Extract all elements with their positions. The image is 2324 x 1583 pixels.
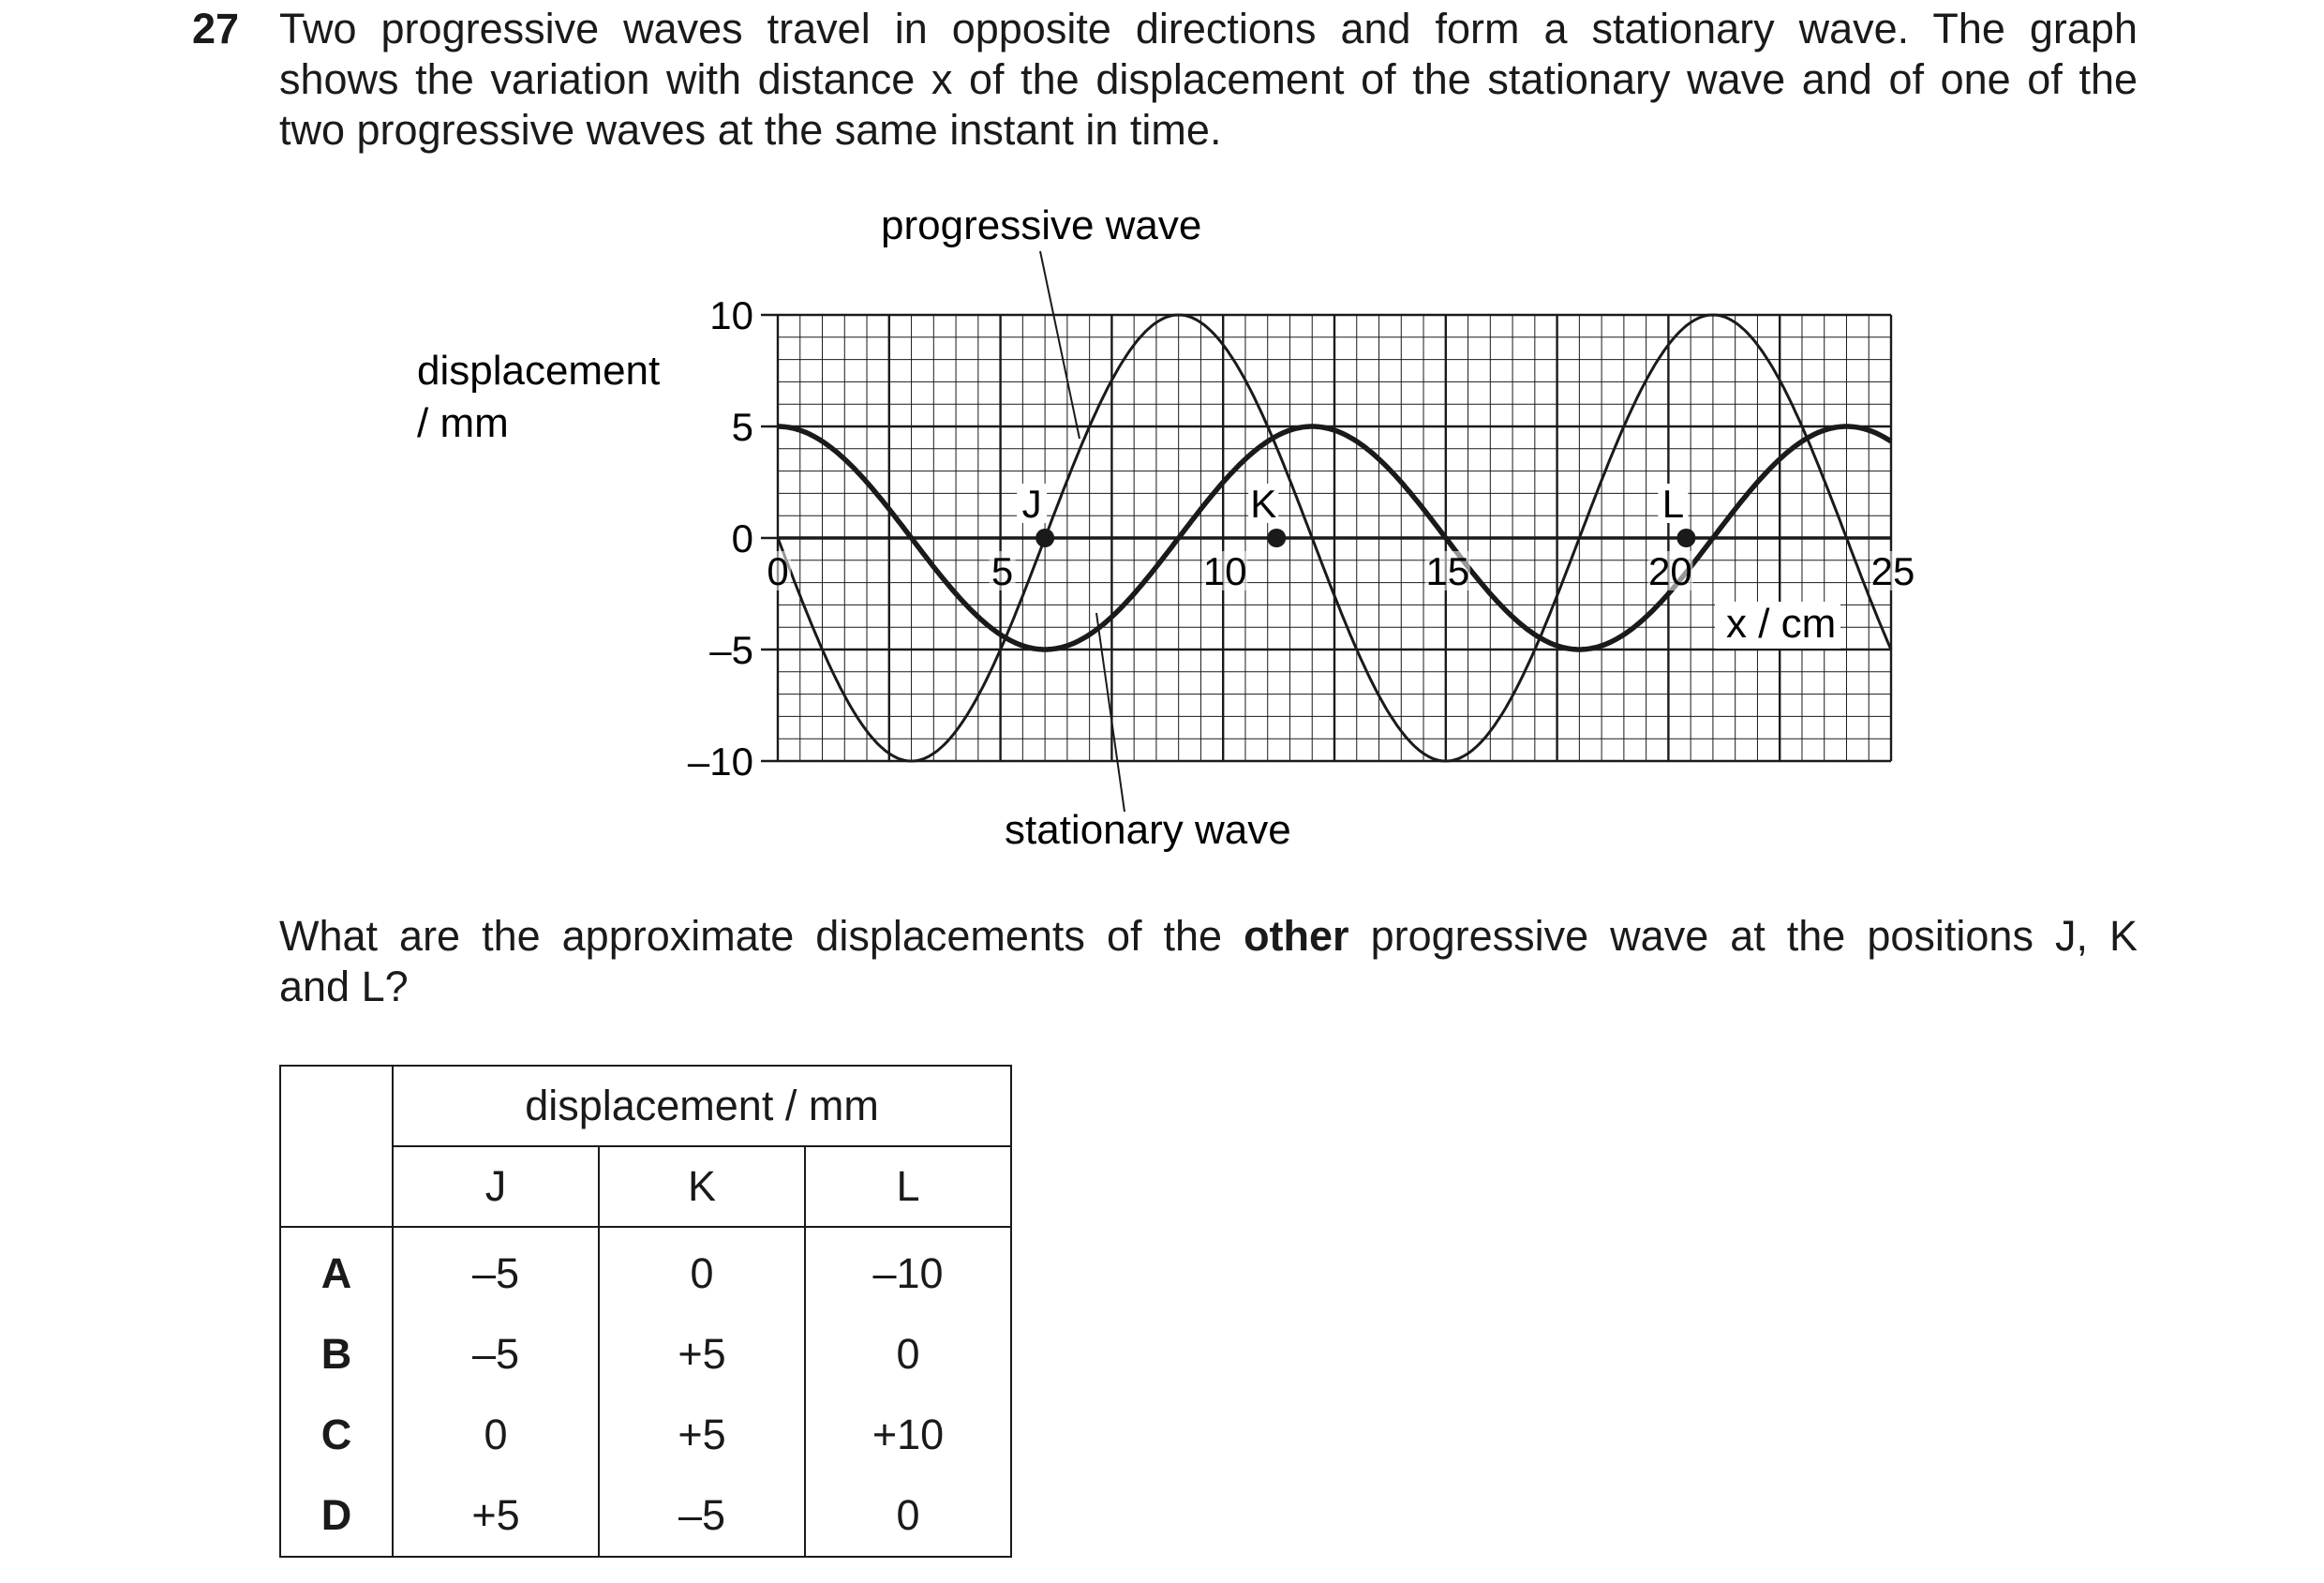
table-row[interactable] bbox=[280, 1227, 1011, 1314]
point-j bbox=[1035, 529, 1054, 547]
column-header-l: L bbox=[805, 1146, 1011, 1227]
table-row[interactable] bbox=[280, 1314, 1011, 1395]
point-label-k: K bbox=[1250, 482, 1277, 526]
question-line-3: two progressive waves at the same instant in time. bbox=[279, 106, 1222, 154]
question-number: 27 bbox=[192, 5, 240, 52]
table-cell: 0 bbox=[599, 1227, 805, 1314]
y-tick-label: –10 bbox=[687, 739, 753, 784]
table-row[interactable] bbox=[280, 1475, 1011, 1557]
point-label-l: L bbox=[1661, 482, 1685, 526]
column-header-k: K bbox=[599, 1146, 805, 1227]
point-k bbox=[1267, 529, 1286, 547]
table-cell: –5 bbox=[599, 1475, 805, 1557]
question-2-bold-word: other bbox=[1244, 912, 1349, 960]
question-line-2: shows the variation with distance x of the displacement of the stationary wave and of one of the bbox=[279, 55, 2138, 103]
y-tick-label: 10 bbox=[709, 293, 753, 337]
x-tick-label: 5 bbox=[991, 549, 1014, 593]
option-label-a: A bbox=[280, 1227, 393, 1314]
stationary-wave-leader bbox=[1096, 613, 1125, 812]
question-2-line-2: and L? bbox=[279, 963, 409, 1010]
x-axis-label: x / cm bbox=[1726, 601, 1837, 647]
table-cell: +10 bbox=[805, 1395, 1011, 1475]
question-2-text bbox=[279, 911, 2138, 1012]
table-cell: +5 bbox=[599, 1395, 805, 1475]
option-label-b: B bbox=[280, 1314, 393, 1395]
table-cell: –5 bbox=[393, 1227, 599, 1314]
x-tick-label: 0 bbox=[767, 549, 789, 593]
graph-grid bbox=[761, 315, 1891, 761]
y-tick-label: 5 bbox=[731, 405, 753, 449]
table-cell: –5 bbox=[393, 1314, 599, 1395]
option-label-d: D bbox=[280, 1475, 393, 1557]
option-label-c: C bbox=[280, 1395, 393, 1475]
stationary-wave-label: stationary wave bbox=[1005, 807, 1291, 853]
table-row[interactable] bbox=[280, 1395, 1011, 1475]
y-axis-label-line2: / mm bbox=[417, 400, 509, 446]
table-header: displacement / mm bbox=[393, 1066, 1011, 1146]
table-cell: +5 bbox=[393, 1475, 599, 1557]
table-cell: 0 bbox=[805, 1475, 1011, 1557]
point-l bbox=[1676, 529, 1695, 547]
question-2-line-1 bbox=[279, 911, 2138, 962]
x-tick-label: 20 bbox=[1648, 549, 1692, 593]
table-cell: 0 bbox=[805, 1314, 1011, 1395]
x-tick-label: 25 bbox=[1870, 549, 1915, 593]
x-tick-label: 10 bbox=[1202, 549, 1247, 593]
progressive-wave-label: progressive wave bbox=[881, 202, 1202, 248]
question-line-1: Two progressive waves travel in opposite directions and form a stationary wave. The graph bbox=[279, 5, 2138, 52]
y-axis-label-line1: displacement bbox=[417, 348, 661, 394]
answer-table bbox=[279, 1065, 1012, 1558]
table-cell: –10 bbox=[805, 1227, 1011, 1314]
table-cell: 0 bbox=[393, 1395, 599, 1475]
x-tick-label: 15 bbox=[1425, 549, 1470, 593]
column-header-j: J bbox=[393, 1146, 599, 1227]
progressive-wave-leader bbox=[1040, 251, 1080, 439]
question-2-line-1-post: progressive wave at the positions J, K bbox=[1348, 912, 2138, 960]
y-tick-label: 0 bbox=[731, 516, 753, 560]
table-corner bbox=[280, 1066, 393, 1227]
table-cell: +5 bbox=[599, 1314, 805, 1395]
y-tick-label: –5 bbox=[709, 628, 753, 672]
question-2-line-1-pre: What are the approximate displacements of the bbox=[279, 912, 1244, 960]
point-label-j: J bbox=[1021, 482, 1042, 526]
